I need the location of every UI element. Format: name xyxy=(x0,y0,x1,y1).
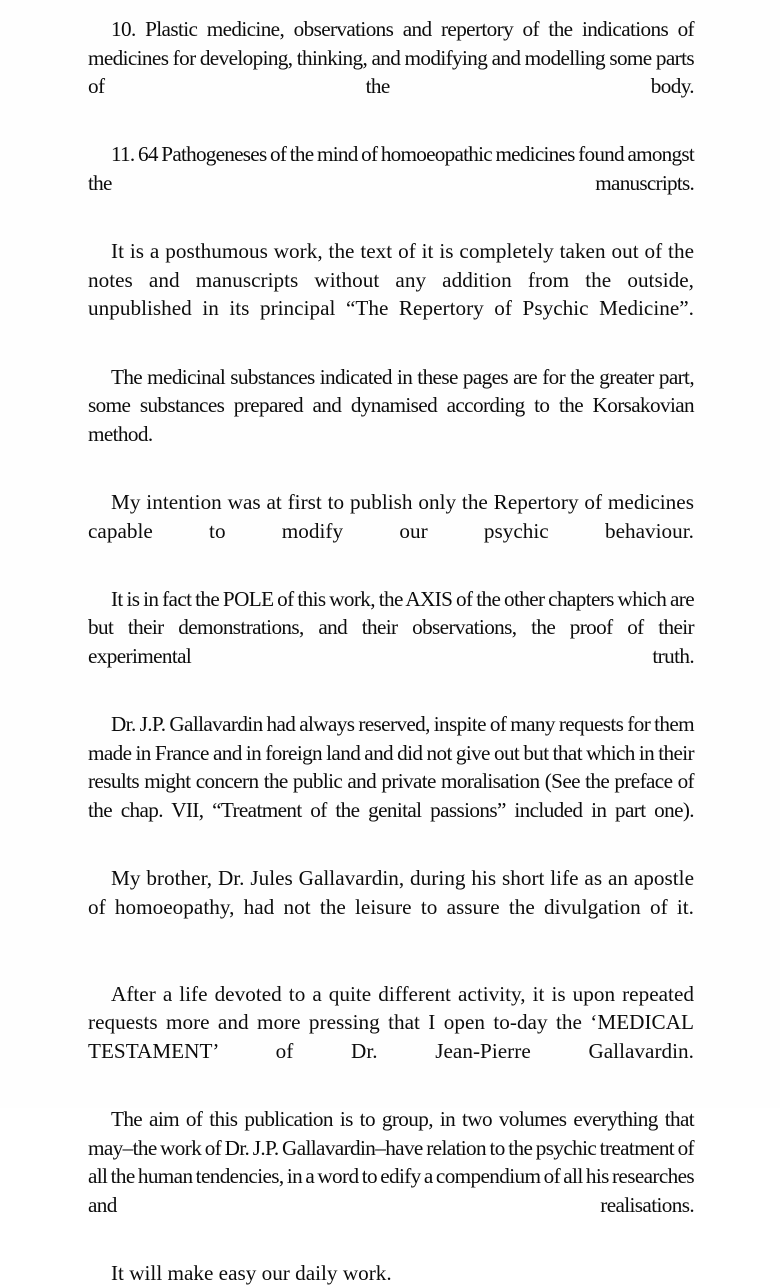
paragraph-dr-jp-gallavardin: Dr. J.P. Gallavardin had always reserved, inspite of many requests for them made in France and in foreign land and did not give out but that which in their results might concern the public and private moralisation (See the preface of the chap. VII, “Treatment of the genital passions” included in part one). xyxy=(88,712,694,822)
paragraph-pole-axis: It is in fact the POLE of this work, the AXIS of the other chapters which are but their demonstrations, and their observations, the proof of their experimental truth. xyxy=(88,586,694,668)
text-column xyxy=(88,0,694,1288)
paragraph-posthumous-work: It is a posthumous work, the text of it is completely taken out of the notes and manuscripts without any addition from the outside, unpublished in its principal “The Repertory of Psychic Medicine”. xyxy=(88,239,694,321)
paragraph-my-brother: My brother, Dr. Jules Gallavardin, during his short life as an apostle of homoeopathy, had not the leisure to assure the divulgation of it. xyxy=(88,866,694,919)
paragraph-medicinal-substances: The medicinal substances indicated in these pages are for the greater part, some substances prepared and dynamised according to the Korsakovian method. xyxy=(88,364,694,446)
paragraph-item-11: 11. 64 Pathogeneses of the mind of homoeopathic medicines found amongst the manuscripts. xyxy=(88,142,694,195)
paragraph-item-10: 10. Plastic medicine, observations and repertory of the indications of medicines for developing, thinking, and modifying and modelling some parts of the body. xyxy=(88,17,694,99)
paragraph-daily-work: It will make easy our daily work. xyxy=(111,1261,392,1286)
paragraph-aim-of-publication: The aim of this publication is to group, in two volumes everything that may–the work of Dr. J.P. Gallavardin–have relation to the psychic treatment of all the human tendencies, in a word to edify a compendium of all his researches and realisations. xyxy=(88,1107,694,1217)
paragraph-after-a-life: After a life devoted to a quite different activity, it is upon repeated requests more and more pressing that I open to-day the ‘MEDICAL TESTAMENT’ of Dr. Jean-Pierre Gallavardin. xyxy=(88,981,694,1063)
paragraph-my-intention: My intention was at first to publish only the Repertory of medicines capable to modify our psychic behaviour. xyxy=(88,489,694,543)
